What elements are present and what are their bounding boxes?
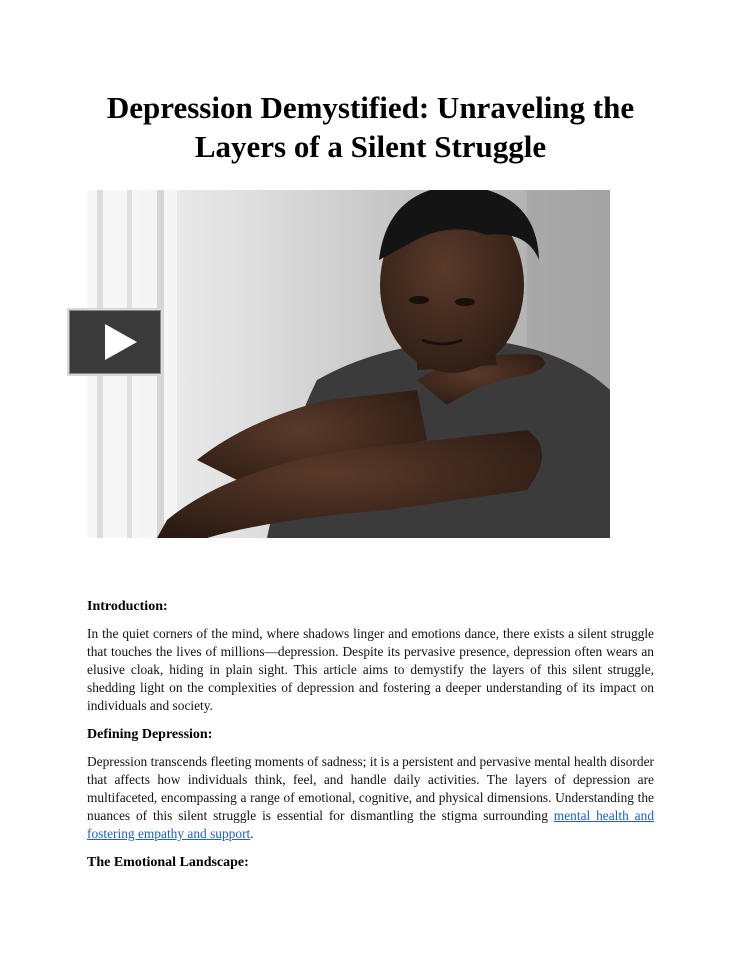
section-defining-depression: [87, 726, 654, 843]
article-photo: [87, 190, 610, 538]
document-title: Depression Demystified: Unraveling the Layers of a Silent Struggle: [106, 90, 635, 164]
section-body: In the quiet corners of the mind, where shadows linger and emotions dance, there exists a silent struggle that touches the lives of millions—depression. Despite its pervasive presence, depression often wears an elusive cloak, hiding in plain sight. This article aims to demystify the layers of this silent struggle, shedding light on the complexities of depression and fostering a deeper understanding of its impact on individuals and society.: [87, 626, 654, 713]
section-heading: Defining Depression:: [87, 727, 213, 742]
play-icon: [69, 310, 161, 374]
section-heading: The Emotional Landscape:: [87, 855, 249, 870]
section-introduction: [87, 598, 654, 715]
section-heading: Introduction:: [87, 599, 168, 614]
mental-health-link[interactable]: mental health and fostering empathy and support: [87, 808, 655, 841]
video-play-button[interactable]: [67, 308, 163, 376]
section-emotional-landscape: [87, 854, 654, 872]
section-body: [87, 753, 654, 843]
body-text-end: .: [250, 826, 254, 841]
body-text: Depression transcends fleeting moments of sadness; it is a persistent and pervasive mental health disorder that affects how individuals think, feel, and handle daily activities. The layers of depression are multifaceted, encompassing a range of emotional, cognitive, and physical dimensions. Understanding the nuances of this silent struggle is essential for dismantling the stigma surrounding: [87, 754, 654, 823]
